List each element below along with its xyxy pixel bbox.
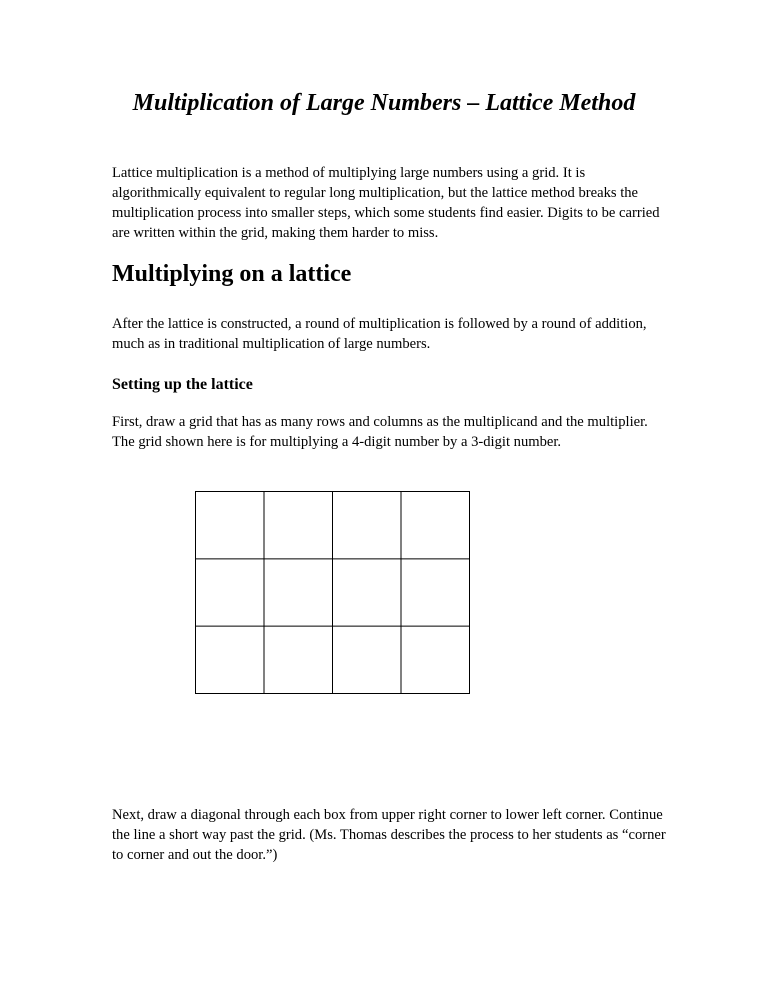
- setup-paragraph: First, draw a grid that has as many rows and columns as the multiplicand and the multiplier. The grid shown here is for multiplying a 4-digit number by a 3-digit number.: [112, 414, 648, 450]
- section-paragraph: After the lattice is constructed, a round of multiplication is followed by a round of addition, much as in traditional multiplication of large numbers.: [112, 316, 647, 352]
- lattice-grid: [195, 491, 470, 694]
- intro-paragraph: Lattice multiplication is a method of multiplying large numbers using a grid. It is algorithmically equivalent to regular long multiplication, but the lattice method breaks the multiplication process into smaller steps, which some students find easier. Digits to be carried are written within the grid, making them harder to miss.: [112, 165, 660, 241]
- document-title: Multiplication of Large Numbers – Lattice Method: [132, 90, 636, 116]
- section-heading: Multiplying on a lattice: [112, 261, 352, 287]
- diagonal-paragraph: Next, draw a diagonal through each box from upper right corner to lower left corner. Continue the line a short way past the grid. (Ms. Thomas describes the process to her students as “corner to corner and out the door.”): [112, 807, 666, 863]
- subsection-heading: Setting up the lattice: [112, 376, 253, 393]
